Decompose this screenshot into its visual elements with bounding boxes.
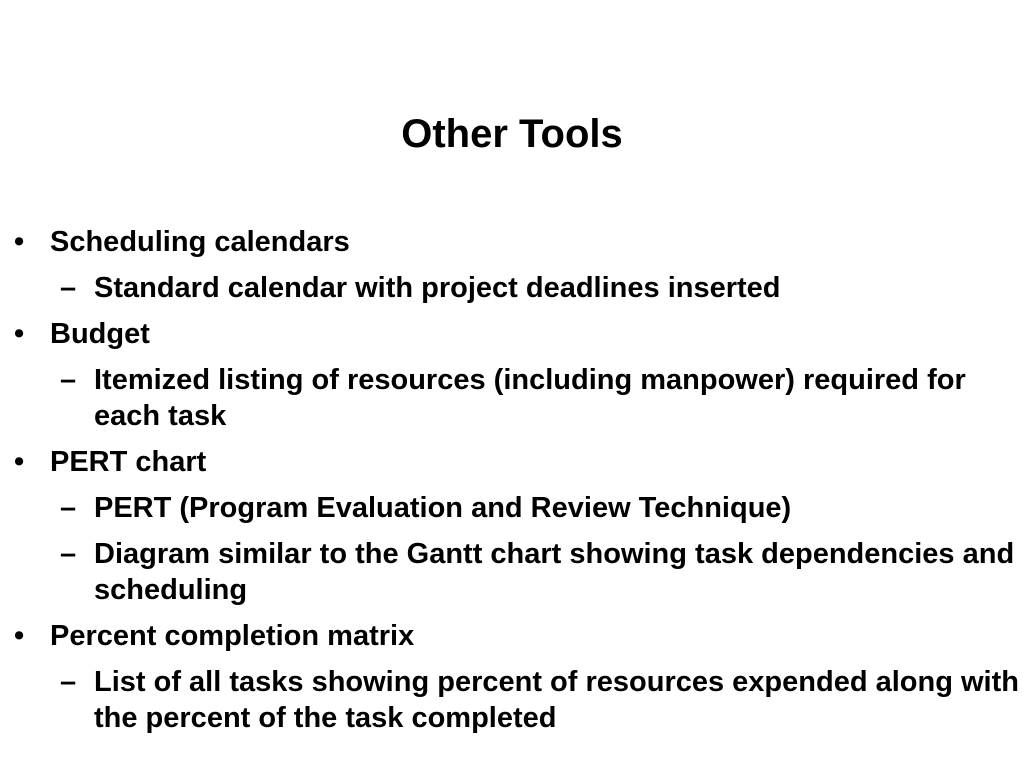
bullet-marker: • <box>14 226 25 258</box>
sub-item-text: PERT (Program Evaluation and Review Technique) <box>94 492 792 524</box>
sub-item-text: List of all tasks showing percent of resources expended along with the percent of the task completed <box>94 666 1019 734</box>
bullet-text: PERT chart <box>50 446 207 478</box>
bullet-marker: • <box>14 318 25 350</box>
sub-item-diagram-gantt <box>0 536 1020 608</box>
bullet-text: Budget <box>50 318 150 350</box>
bullet-marker: • <box>14 620 25 652</box>
slide-title: Other Tools <box>401 112 623 156</box>
dash-marker: – <box>60 492 77 524</box>
sub-item-text: Diagram similar to the Gantt chart showing task dependencies and scheduling <box>94 538 1015 606</box>
bullet-marker: • <box>14 446 25 478</box>
dash-marker: – <box>60 538 77 570</box>
bullet-item-budget <box>0 316 1020 352</box>
bullet-text: Percent completion matrix <box>50 620 415 652</box>
bullet-item-percent-completion-matrix <box>0 618 1020 654</box>
dash-marker: – <box>60 666 77 698</box>
sub-item-list-of-tasks <box>0 664 1020 736</box>
bullet-list <box>0 224 1020 746</box>
bullet-item-scheduling-calendars <box>0 224 1020 260</box>
sub-item-text: Itemized listing of resources (including manpower) required for each task <box>94 364 966 432</box>
sub-item-pert-definition <box>0 490 1020 526</box>
sub-item-itemized-listing <box>0 362 1020 434</box>
sub-item-text: Standard calendar with project deadlines inserted <box>94 272 781 304</box>
bullet-text: Scheduling calendars <box>50 226 350 258</box>
sub-item-standard-calendar <box>0 270 1020 306</box>
bullet-item-pert-chart <box>0 444 1020 480</box>
dash-marker: – <box>60 272 77 304</box>
dash-marker: – <box>60 364 77 396</box>
